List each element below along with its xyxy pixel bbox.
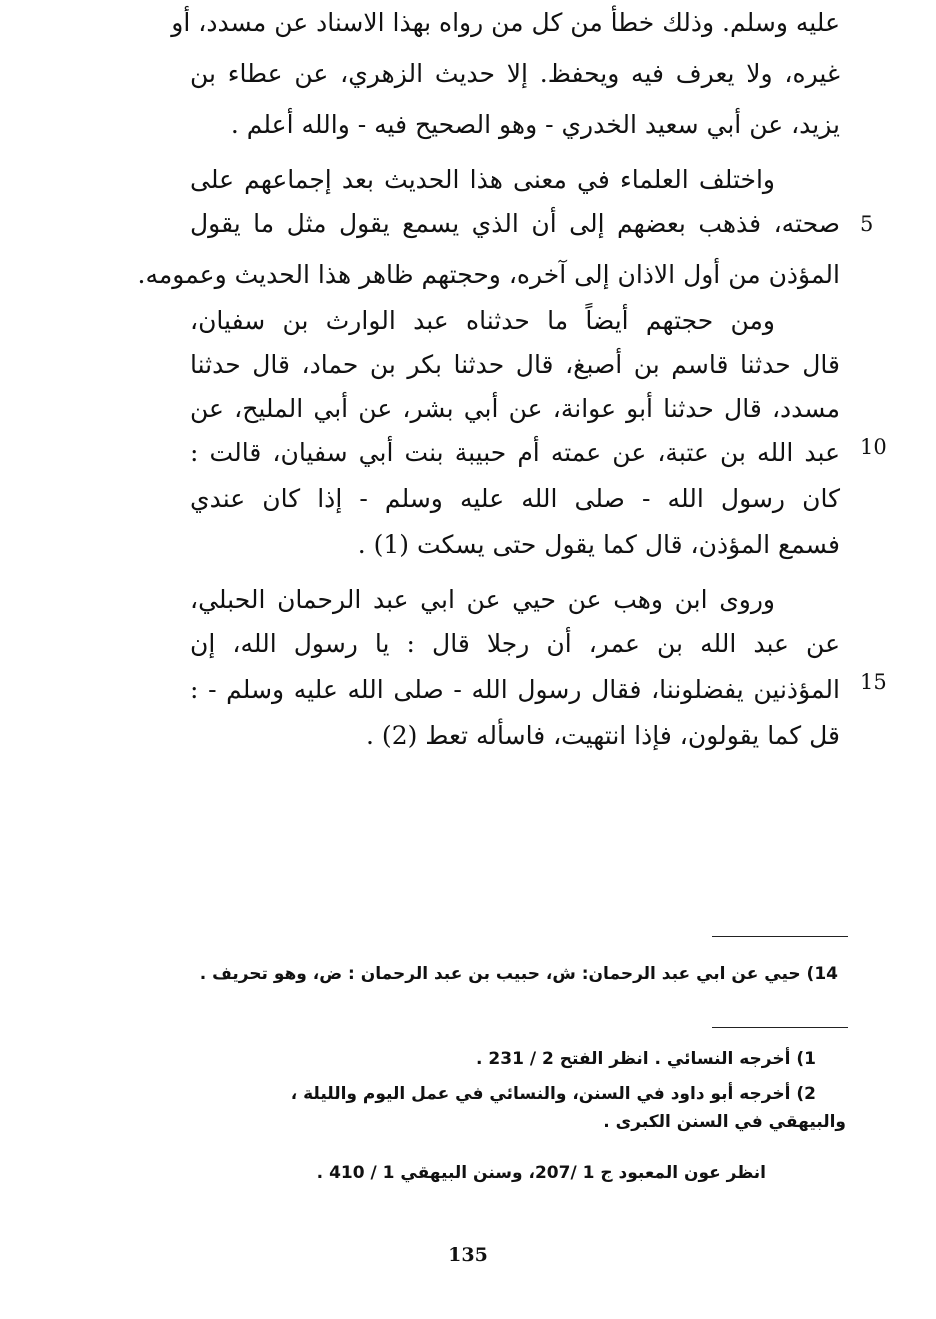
body-line-2: غيره، ولا يعرف فيه ويحفظ. إلا حديث الزهري، عن عطاء بن bbox=[190, 59, 840, 88]
body-line-4: واختلف العلماء في معنى هذا الحديث بعد إجماعهم على bbox=[190, 165, 775, 194]
footnote-2-continuation: والبيهقي في السنن الكبرى . bbox=[603, 1112, 846, 1132]
body-line-14: عن عبد الله بن عمر، أن رجلا قال : يا رسول الله، إن bbox=[190, 629, 840, 658]
body-line-6: المؤذن من أول الاذان إلى آخره، وحجتهم ظاهر هذا الحديث وعمومه. bbox=[137, 260, 840, 289]
body-line-8: قال حدثنا قاسم بن أصبغ، قال حدثنا بكر بن حماد، قال حدثنا bbox=[190, 350, 840, 379]
body-line-5: صحته، فذهب بعضهم إلى أن الذي يسمع يقول مثل ما يقول bbox=[190, 209, 840, 238]
footnote-2: 2) أخرجه أبو داود في السنن، والنسائي في عمل اليوم والليلة ، bbox=[290, 1084, 816, 1104]
body-line-13: وروى ابن وهب عن حيي عن ابي عبد الرحمان الحبلي، bbox=[190, 585, 775, 614]
body-line-10: عبد الله بن عتبة، عن عمته أم حبيبة بنت أبي سفيان، قالت : bbox=[190, 438, 840, 467]
page-number: 135 bbox=[448, 1244, 488, 1266]
body-line-1: عليه وسلم. وذلك خطأ من كل من رواه بهذا الاسناد عن مسدد، أو bbox=[171, 8, 840, 37]
line-number-15: 15 bbox=[860, 670, 887, 694]
body-line-12: فسمع المؤذن، قال كما يقول حتى يسكت (1) . bbox=[357, 530, 840, 559]
footnote-rule bbox=[712, 1027, 848, 1028]
variant-note-rule bbox=[712, 936, 848, 937]
body-line-15: المؤذنين يفضلوننا، فقال رسول الله - صلى الله عليه وسلم - : bbox=[190, 675, 840, 704]
body-line-11: كان رسول الله - صلى الله عليه وسلم - إذا كان عندي bbox=[190, 484, 840, 513]
body-line-9: مسدد، قال حدثنا أبو عوانة، عن أبي بشر، عن أبي المليح، عن bbox=[190, 394, 840, 423]
body-line-3: يزيد، عن أبي سعيد الخدري - وهو الصحيح فيه - والله أعلم . bbox=[230, 110, 840, 139]
body-line-16: قل كما يقولون، فإذا انتهيت، فاسأله تعط (2) . bbox=[366, 721, 840, 750]
footnote-reference: انظر عون المعبود ج 1 /207، وسنن البيهقي 1 / 410 . bbox=[316, 1163, 766, 1183]
footnote-1: 1) أخرجه النسائي . انظر الفتح 2 / 231 . bbox=[476, 1049, 816, 1069]
body-line-7: ومن حجتهم أيضاً ما حدثناه عبد الوارث بن سفيان، bbox=[190, 306, 775, 335]
line-number-10: 10 bbox=[860, 435, 887, 459]
variant-note: 14) حيي عن ابي عبد الرحمان: ش، حبيب بن عبد الرحمان : ض، وهو تحريف . bbox=[199, 964, 838, 984]
line-number-5: 5 bbox=[860, 212, 874, 236]
